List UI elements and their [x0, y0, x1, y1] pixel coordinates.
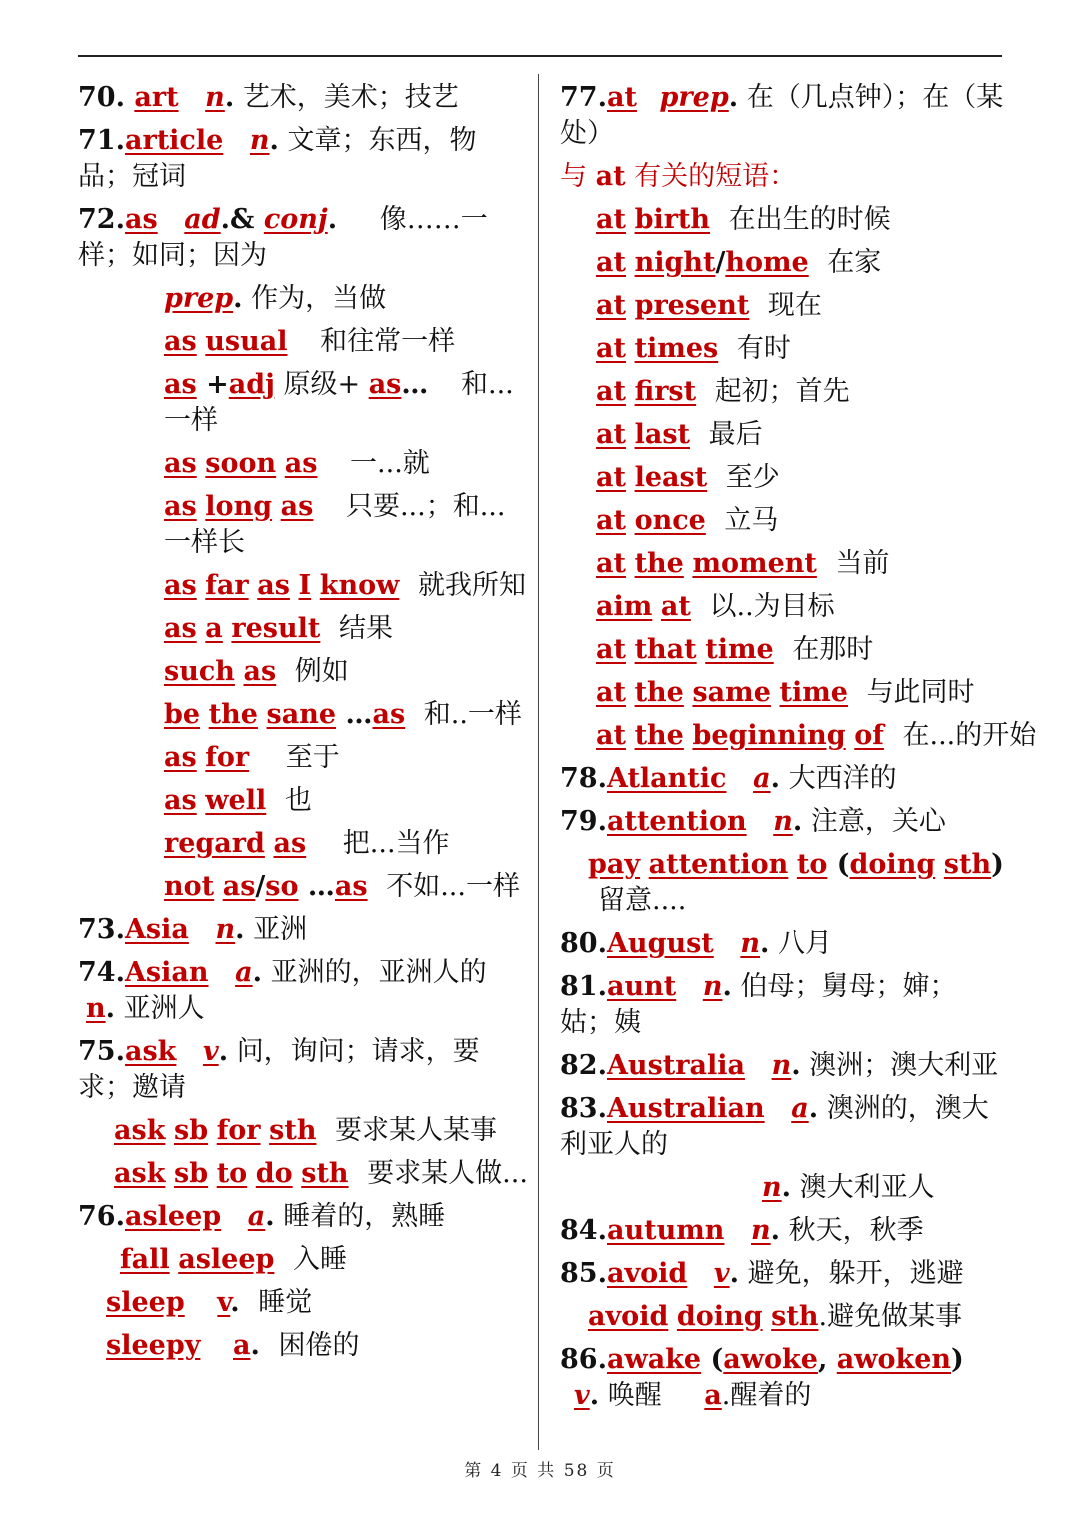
phrase-ask-sb-for-sth: ask sb for sth 要求某人某事 [114, 1115, 498, 1146]
phrase-be-the-same-as: be the sane …as 和..一样 [164, 699, 522, 730]
entry-71: 71.article n. 文章；东西，物品；冠词 [78, 125, 477, 192]
headword: as [124, 204, 158, 235]
definition: 澳大利亚人 [799, 1172, 935, 1203]
definition: .醒着的 [721, 1380, 812, 1411]
pos: n [86, 993, 106, 1024]
pos: a [247, 1201, 266, 1232]
pos: v [713, 1258, 730, 1289]
definition: 秋天，秋季 [788, 1215, 924, 1246]
definition: 澳洲的，澳大利亚人的 [560, 1093, 989, 1160]
entry-82: 82.Australia n. 澳洲；澳大利亚 [560, 1050, 999, 1081]
phrase-as-soon-as: as soon as 一...就 [164, 448, 430, 479]
entry-76: 76.asleep a. 睡着的，熟睡 [78, 1201, 446, 1232]
headword: Asia [124, 914, 189, 945]
headword: ask [124, 1036, 177, 1067]
phrase-pay-attention-to: pay attention to (doing sth) 留意.... [588, 849, 1004, 916]
pos: ad [184, 204, 221, 235]
entry-sleep: sleep v. 睡觉 [106, 1287, 313, 1318]
phrase-at-the-same-time: at the same time 与此同时 [596, 677, 975, 708]
phrase-as-well: as well 也 [164, 785, 312, 816]
definition: 亚洲的，亚洲人的 [270, 957, 487, 988]
headword: asleep [124, 1201, 222, 1232]
phrase-as-for: as for 至于 [164, 742, 340, 773]
phrase-regard-as: regard as 把...当作 [164, 828, 450, 859]
phrase-such-as: such as 例如 [164, 656, 349, 687]
definition: 避免，躲开，逃避 [747, 1258, 964, 1289]
headword: aunt [606, 971, 677, 1002]
entry-sleepy: sleepy a. 困倦的 [106, 1330, 360, 1361]
pos: a [232, 1330, 251, 1361]
phrase-at-last: at last 最后 [596, 419, 763, 450]
definition: 问，询问；请求，要求；邀请 [78, 1036, 480, 1103]
entry-84: 84.autumn n. 秋天，秋季 [560, 1215, 924, 1246]
entry-74: 74.Asian a. 亚洲的，亚洲人的 n. 亚洲人 [78, 957, 487, 1024]
phrase-at-times: at times 有时 [596, 333, 791, 364]
headword: Atlantic [606, 763, 727, 794]
entry-83: 83.Australian a. 澳洲的，澳大利亚人的 [560, 1093, 989, 1160]
pos: n [740, 928, 760, 959]
definition: 睡着的，熟睡 [283, 1201, 446, 1232]
entry-72: 72.as ad.& conj. 像……一样；如同；因为 [78, 204, 488, 271]
pos: n [762, 1172, 782, 1203]
pos: v [217, 1287, 231, 1318]
headword: avoid [606, 1258, 688, 1289]
page-footer: 第 4 页 共 58 页 [464, 1461, 616, 1481]
definition: 作为，当做 [251, 283, 387, 314]
phrase-as-a-result: as a result 结果 [164, 613, 393, 644]
headword: autumn [606, 1215, 725, 1246]
phrase-at-once: at once 立马 [596, 505, 779, 536]
pos: n [215, 914, 236, 945]
headword: Australia [606, 1050, 745, 1081]
definition: 在（几点钟）；在（某处） [560, 82, 1004, 149]
phrase-fall-asleep: fall asleep 入睡 [120, 1244, 347, 1275]
phrase-at-first: at first 起初；首先 [596, 376, 850, 407]
phrase-not-as-so-as: not as/so …as 不如...一样 [164, 871, 520, 902]
pos: prep [164, 283, 234, 314]
entry-83-noun: n. 澳大利亚人 [762, 1172, 935, 1203]
headword: awake [606, 1344, 702, 1375]
definition: 亚洲人 [123, 993, 205, 1024]
definition: 像……一样；如同；因为 [78, 204, 488, 271]
entry-73: 73.Asia n. 亚洲 [78, 914, 308, 945]
top-rule [78, 55, 1002, 57]
phrase-as-adj-as: as +adj 原级+ as… 和...一样 [164, 369, 514, 436]
entry-79: 79.attention n. 注意，关心 [560, 806, 946, 837]
phrase-at-night-home: at night/home 在家 [596, 247, 882, 278]
headword: Australian [606, 1093, 765, 1124]
phrase-as-long-as: as long as 只要...；和...一样长 [164, 491, 506, 558]
pos: a [791, 1093, 809, 1124]
pos: n [771, 1050, 792, 1081]
definition: 八月 [777, 928, 832, 959]
definition: 大西洋的 [788, 763, 897, 794]
headword: at [606, 82, 637, 113]
pos: v [574, 1380, 590, 1411]
pos: n [773, 806, 793, 837]
entry-75: 75.ask v. 问，询问；请求，要求；邀请 [78, 1036, 480, 1103]
pos: a [235, 957, 253, 988]
pos: prep [659, 82, 729, 113]
pos: v [202, 1036, 219, 1067]
definition: 唤醒 [607, 1380, 662, 1411]
phrase-at-present: at present 现在 [596, 290, 822, 321]
phrase-at-the-beginning-of: at the beginning of 在...的开始 [596, 720, 1037, 751]
pos: n [751, 1215, 771, 1246]
phrase-ask-sb-to-do-sth: ask sb to do sth 要求某人做... [114, 1158, 528, 1189]
headword: article [124, 125, 224, 156]
pos: n [249, 125, 270, 156]
headword: Asian [124, 957, 209, 988]
pos: n [205, 82, 225, 113]
phrase-as-far-as-i-know: as far as I know 就我所知 [164, 570, 526, 601]
phrase-avoid-doing-sth: avoid doing sth.避免做某事 [588, 1301, 963, 1332]
definition: 注意，关心 [810, 806, 946, 837]
right-column [560, 76, 1037, 1417]
phrase-at-the-moment: at the moment 当前 [596, 548, 890, 579]
definition: 文章；东西，物品；冠词 [78, 125, 477, 192]
entry-72-prep: prep. 作为，当做 [164, 283, 387, 314]
definition: 伯母；舅母；婶；姑；姨 [560, 971, 957, 1038]
pos: a [704, 1380, 722, 1411]
definition: 艺术，美术；技艺 [242, 82, 459, 113]
entry-80: 80.August n. 八月 [560, 928, 832, 959]
phrase-heading: 与 at 有关的短语： [560, 161, 797, 192]
headword: attention [606, 806, 747, 837]
headword: August [606, 928, 714, 959]
entry-70: 70. art n. 艺术，美术；技艺 [78, 82, 459, 113]
entry-77: 77.at prep. 在（几点钟）；在（某处） [560, 82, 1004, 149]
phrase-aim-at: aim at 以..为目标 [596, 591, 835, 622]
column-divider [538, 74, 539, 1450]
phrase-at-least: at least 至少 [596, 462, 780, 493]
phrase-at-that-time: at that time 在那时 [596, 634, 874, 665]
definition: 亚洲 [253, 914, 308, 945]
entry-81: 81.aunt n. 伯母；舅母；婶；姑；姨 [560, 971, 957, 1038]
pos: conj [263, 204, 328, 235]
entry-86: 86.awake (awoke, awoken) v. 唤醒 a.醒着的 [560, 1344, 964, 1411]
headword: art [134, 82, 179, 113]
pos: n [702, 971, 723, 1002]
left-column [78, 76, 528, 1367]
pos: a [753, 763, 771, 794]
entry-78: 78.Atlantic a. 大西洋的 [560, 763, 897, 794]
definition: 澳洲；澳大利亚 [809, 1050, 999, 1081]
phrase-as-usual: as usual 和往常一样 [164, 326, 456, 357]
entry-85: 85.avoid v. 避免，躲开，逃避 [560, 1258, 964, 1289]
phrase-at-birth: at birth 在出生的时候 [596, 204, 891, 235]
